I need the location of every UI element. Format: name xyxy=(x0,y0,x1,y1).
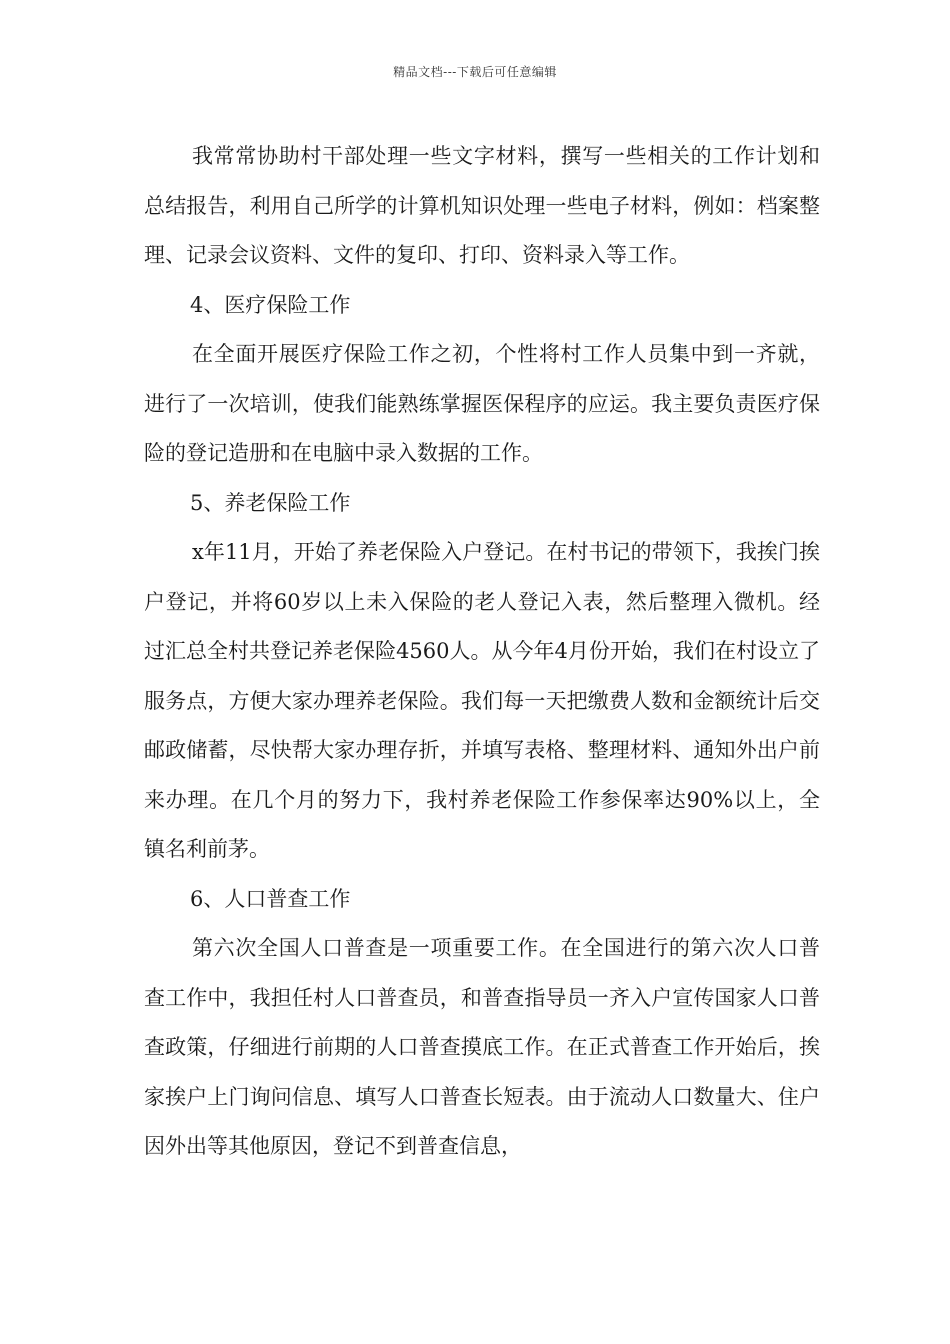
heading-pension-insurance: 5、养老保险工作 xyxy=(190,490,351,515)
heading-medical-insurance: 4、医疗保险工作 xyxy=(190,292,351,317)
paragraph-census: 第六次全国人口普查是一项重要工作。在全国进行的第六次人口普查工作中，我担任村人口普查员，和普查指导员一齐入户宣传国家人口普查政策，仔细进行前期的人口普查摸底工作。在正式普查工作开始后，挨家挨户上门询问信息、填写人口普查长短表。由于流动人口数量大、住户因外出等其他原因，登记不到普查信息， xyxy=(144,936,820,1158)
heading-census: 6、人口普查工作 xyxy=(190,886,351,911)
paragraph-medical-insurance: 在全面开展医疗保险工作之初，个性将村工作人员集中到一齐就，进行了一次培训，使我们能熟练掌握医保程序的应运。我主要负责医疗保险的登记造册和在电脑中录入数据的工作。 xyxy=(144,342,820,465)
paragraph-pension-insurance: x年11月，开始了养老保险入户登记。在村书记的带领下，我挨门挨户登记，并将60岁以上未入保险的老人登记入表，然后整理入微机。经过汇总全村共登记养老保险4560人。从今年4月份开始，我们在村设立了服务点，方便大家办理养老保险。我们每一天把缴费人数和金额统计后交邮政储蓄，尽快帮大家办理存折，并填写表格、整理材料、通知外出户前来办理。在几个月的努力下，我村养老保险工作参保率达90%以上，全镇名利前茅。 xyxy=(144,540,820,861)
paragraph-clerical-work: 我常常协助村干部处理一些文字材料，撰写一些相关的工作计划和总结报告，利用自己所学的计算机知识处理一些电子材料，例如：档案整理、记录会议资料、文件的复印、打印、资料录入等工作。 xyxy=(144,144,820,267)
document-body xyxy=(144,132,820,1172)
page-header: 精品文档---下载后可任意编辑 xyxy=(393,65,557,79)
